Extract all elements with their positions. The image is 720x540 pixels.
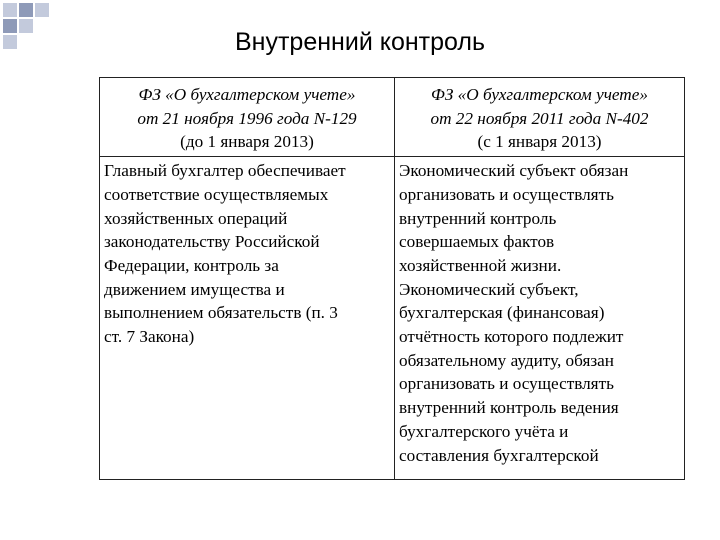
left-body-line: Главный бухгалтер обеспечивает	[104, 161, 346, 181]
right-body-line: обязательному аудиту, обязан	[399, 350, 614, 370]
deco-square	[3, 3, 17, 17]
right-body-line: организовать и осуществлять	[399, 184, 614, 204]
left-body-line: законодательству Российской	[104, 232, 320, 252]
right-body-line: отчётность которого подлежит	[399, 327, 624, 347]
right-body-line: бухгалтерская (финансовая)	[399, 303, 605, 323]
left-header-line: от 21 ноября 1996 года N-129	[137, 108, 357, 128]
right-body-line: Экономический субъект обязан	[399, 161, 629, 181]
left-header-line: ФЗ «О бухгалтерском учете»	[138, 85, 356, 104]
right-body-line: внутренний контроль	[399, 208, 557, 228]
right-body-line: внутренний контроль ведения	[399, 398, 619, 418]
right-header-cell	[395, 78, 685, 157]
right-header-line: от 22 ноября 2011 года N-402	[430, 108, 649, 128]
left-header-line: (до 1 января 2013)	[180, 132, 314, 152]
deco-square	[19, 3, 33, 17]
table-header-row	[100, 78, 685, 157]
right-body-line: совершаемых фактов	[399, 232, 555, 252]
right-body-line: составления бухгалтерской	[399, 445, 599, 465]
left-body-cell	[100, 157, 395, 480]
right-body-line: организовать и осуществлять	[399, 374, 614, 394]
left-body-line: ст. 7 Закона)	[104, 327, 195, 347]
left-body-line: Федерации, контроль за	[104, 255, 279, 275]
right-body-line: бухгалтерского учёта и	[399, 421, 569, 441]
right-body-cell	[395, 157, 685, 480]
slide-title: Внутренний контроль	[235, 28, 485, 56]
right-header-line: (с 1 января 2013)	[477, 132, 602, 152]
left-body-line: хозяйственных операций	[104, 208, 288, 228]
left-body-line: выполнением обязательств (п. 3	[104, 303, 338, 323]
right-body-line: Экономический субъект,	[399, 279, 579, 299]
left-body-line: соответствие осуществляемых	[104, 184, 329, 204]
left-body-line: движением имущества и	[104, 279, 285, 299]
left-header-cell	[100, 78, 395, 157]
table-body-row	[100, 157, 685, 480]
comparison-table	[99, 77, 685, 480]
deco-square	[35, 3, 49, 17]
right-header-line: ФЗ «О бухгалтерском учете»	[431, 85, 648, 104]
right-body-line: хозяйственной жизни.	[399, 255, 562, 275]
